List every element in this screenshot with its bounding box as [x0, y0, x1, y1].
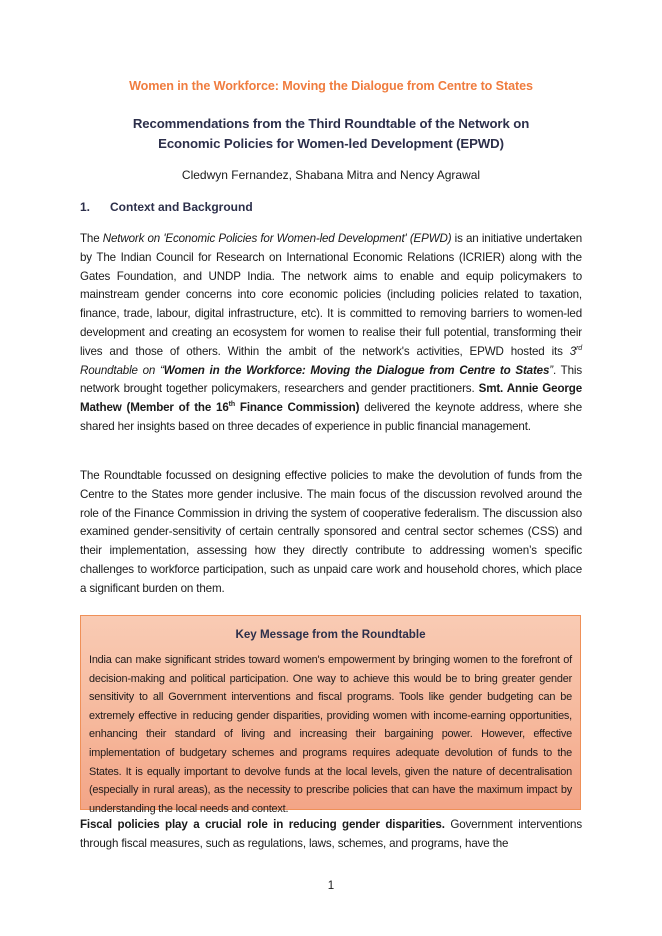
keynote-speaker-name: Smt. Annie George Mathew (Member of the 16: [80, 382, 582, 415]
text-run: delivered the keynote address, where she shared her insights based on three decades of experience in public financial management.: [80, 401, 582, 433]
section-heading-context: [80, 200, 253, 214]
document-subtitle: [0, 114, 662, 154]
subtitle-line-2: Economic Policies for Women-led Development (EPWD): [158, 136, 504, 151]
text-run: The: [80, 232, 103, 245]
text-run: . This network brought together policymakers, researchers and gender practitioners.: [80, 363, 582, 396]
paragraph-fiscal-policies: [80, 816, 582, 854]
text-run: Government interventions through fiscal measures, such as regulations, laws, schemes, and programs, have the: [80, 818, 582, 850]
text-run-italic: Roundtable on “: [80, 363, 164, 377]
paragraph-epwd-intro: [80, 230, 582, 437]
text-run-italic: ”: [549, 363, 553, 377]
authors: Cledwyn Fernandez, Shabana Mitra and Nency Agrawal: [181, 168, 481, 182]
superscript: rd: [576, 344, 582, 352]
key-message-box: [80, 615, 581, 815]
key-message-title: Key Message from the Roundtable: [235, 628, 426, 641]
section-number: 1.: [80, 200, 91, 214]
text-run: is an initiative undertaken by The Indian Council for Research on International Economic Relations (ICRIER) along with the Gates Foundation, and UNDP India. The network aims to enable and equip policymakers to mainstream gender concerns into core economic policies (including policies related to taxation, finance, trade, labour, digital infrastructure, etc). It is committed to removing barriers to women-led development and creating an ecosystem for women to realise their full potential, transforming their lives and those of others. Within the ambit of the network's activities, EPWD hosted its: [80, 232, 582, 358]
superscript: th: [228, 401, 235, 409]
fiscal-policies-lead: Fiscal policies play a crucial role in reducing gender disparities.: [80, 818, 445, 831]
document-title: Women in the Workforce: Moving the Dialogue from Centre to States: [129, 79, 533, 93]
paragraph-roundtable-focus: The Roundtable focussed on designing effective policies to make the devolution of funds from the Centre to the States more gender inclusive. The main focus of the discussion revolved around the role of the Finance Commission in driving the system of cooperative federalism. The discussion also examined gender-sensitivity of certain centrally sponsored and central sector schemes (CSS) and their implementation, assessing how they directly contribute to addressing women’s specific challenges to workforce participation, such as unpaid care work and household chores, which place a significant burden on them.: [80, 469, 582, 595]
keynote-speaker-role: Finance Commission): [234, 401, 360, 415]
text-run-italic: 3: [569, 344, 577, 358]
page-number: 1: [327, 880, 335, 892]
subtitle-line-1: Recommendations from the Third Roundtable of the Network on: [132, 116, 530, 131]
section-title: Context and Background: [110, 200, 253, 214]
text-run-italic: Network on 'Economic Policies for Women-led Development' (EPWD): [102, 232, 452, 245]
key-message-text: India can make significant strides toward women's empowerment by bringing women to the forefront of decision-making and political participation. One way to achieve this would be to bring greater gender sensitivity to all Government interventions and fiscal programs. Tools like gender budgeting can be extremely effective in reducing gender disparities, providing women with income-earning opportunities, enhancing their standard of living and increasing their bargaining power. However, effective implementation of budgetary schemes and programs requires adequate devolution of funds to the States. It is equally important to devolve funds at the local levels, given the nature of decentralisation (especially in rural areas), as the necessity to prescribe policies that can have the maximum impact by understanding the local needs and context.: [89, 654, 572, 815]
roundtable-title-emphasis: Women in the Workforce: Moving the Dialogue from Centre to States: [163, 363, 550, 377]
